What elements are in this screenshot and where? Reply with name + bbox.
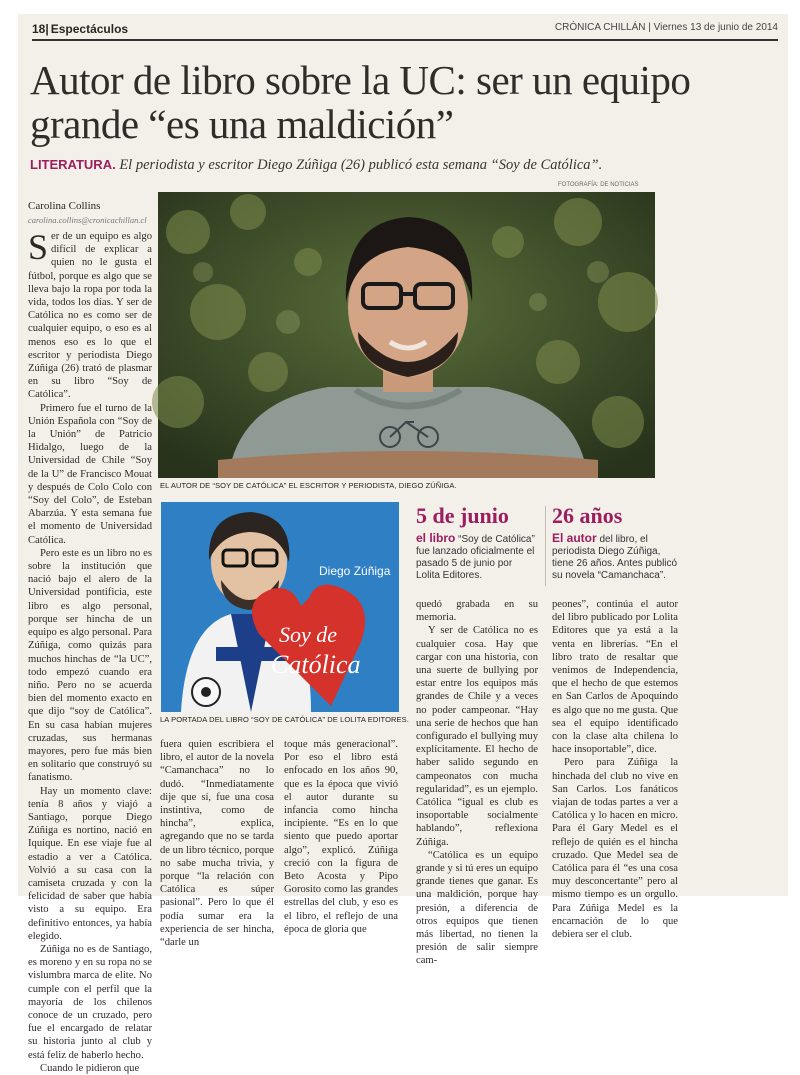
author-photo [158, 192, 655, 478]
newspaper-page [18, 14, 788, 1074]
paragraph: Pero este es un libro no es sobre la institución que nació bajo el alero de la Universidad pontificia, este libro es algo personal, porque ser hincha de un equipo es algo personal. Para Zúñiga, como quizás para muchos hinchas de “la UC”, todo empezó cuando era niño. Pero no se acuerda bien del momento exacto en que dijo “soy de Católica”. En su casa habían mujeres cruzadas, sus hermanas mayores, pero fue más bien en solitario que construyó su fanatismo. [28, 547, 152, 784]
paper-info: CRÓNICA CHILLÁN | Viernes 13 de junio de 2014 [554, 22, 778, 33]
article-column-1 [28, 227, 152, 1074]
header-rule [32, 39, 778, 41]
byline [28, 200, 158, 225]
page-number: 18 [32, 22, 46, 36]
paragraph: Zúñiga no es de Santiago, es moreno y en su ropa no se vislumbra marca de elite. No cumple con el perfil que la mayoría de los chilenos conoce de un cruzado, pero fue el encargado de relatar su historia junto al club y está feliz de haberlo hecho. [28, 943, 152, 1061]
paragraph: toque más generacional”. Por eso el libro está enfocado en los años 90, que es la época que vivió el autor durante su infancia como hincha incipiente. “Es en lo que siento que puedo aportar algo”, explicó. Zúñiga creció con la figura de Beto Acosta y Pipo Gorosito como las grandes estrellas del club, y eso es el libro, el reflejo de una época de gloria que [284, 739, 398, 935]
paragraph: peones”, continúa el autor del libro publicado por Lolita Editores que ya está a la venta en librerías. “En el libro trato de resaltar que venimos de Independencia, que el hecho de que estemos en San Carlos de Apoquindo es algo que no me gusta. Que sea el equipo identificado con la clase alta chilena lo hace insoportable”, dice. [552, 599, 678, 756]
column-divider [545, 506, 546, 586]
lede-text: El periodista y escritor Diego Zúñiga (26) publicó esta semana “Soy de Católica”. [115, 157, 603, 173]
book-cover-image [161, 502, 399, 712]
headline: Autor de libro sobre la UC: ser un equipo grande “es una maldición” [30, 57, 691, 147]
author-name: Carolina Collins [28, 200, 101, 212]
author-email: carolina.collins@cronicachillan.cl [28, 215, 147, 225]
paragraph: quedó grabada en su memoria. [416, 599, 538, 624]
lede-kicker: LITERATURA. [30, 157, 116, 172]
paragraph: Cuando le pidieron que [40, 1062, 140, 1074]
paragraph: fuera quien escribiera el libro, el autor de la novela “Camanchaca” no lo dudó. “Inmediatamente dije que sí, fue una cosa instintiva, como de hincha”, explica, agregando que no se tarda de un libro técnico, porque no sabe mucha trivia, y porque “la relación con Católica es súper pasional”. Pero lo que él podía sumar era la experiencia de ser hincha, “darle un [160, 739, 274, 949]
article-column-5 [552, 598, 678, 941]
cover-author-name: Diego Zúñiga [319, 564, 391, 578]
cover-title-line1: Soy de [279, 622, 338, 647]
paragraph: “Católica es un equipo grande y si tú eres un equipo grande tienes que ganar. Es una maldición, porque hay presión, a diferencia de otros equipos que tienen más libertad, no tienen la presión de salir siempre cam- [416, 849, 538, 967]
paragraph: Hay un momento clave: tenía 8 años y viajó a Santiago, porque Diego Zúñiga es nortino, nació en Iquique. En ese viaje fue al estadio a ver a Católica. Volvió a su casa con la camiseta cruzada y con la felicidad de saber que había visto a su equipo. Era definitivo entonces, ya había elegido. [28, 785, 152, 942]
cover-caption: LA PORTADA DEL LIBRO “SOY DE CATÓLICA” DE LOLITA EDITORES. [160, 715, 409, 724]
fact-headline: 5 de junio [416, 503, 509, 528]
fact-box-age [552, 504, 680, 582]
paragraph: Primero fue el turno de la Unión Española con “Soy de la Unión” de Patricio Hidalgo, luego de la Universidad de Chile “Soy de la U” de Francisco Mouat y después de Colo Colo con “Soy del Colo”, de Esteban Abarzúa. Y esta semana fue el momento de Universidad Católica. [28, 402, 152, 546]
fact-text: el libro “Soy de Católica” fue lanzado oficialmente el pasado 5 de junio por Lolita Editores. [416, 531, 535, 581]
article-column-2 [160, 738, 274, 949]
drop-cap: S [28, 227, 49, 267]
fact-text: El autor del libro, el periodista Diego Zúñiga, tiene 26 años. Antes publicó su novela “Camanchaca”. [552, 531, 678, 581]
fact-box-date [416, 504, 538, 582]
article-column-3 [284, 738, 398, 935]
photo-credit: FOTOGRAFÍA: DE NOTICIAS [558, 182, 639, 188]
paragraph: Y ser de Católica no es cualquier cosa. Hay que cargar con una historia, con una suerte de bullying por estar entre los equipos más grandes de Chile y a veces no poder campeonar. “Hay una serie de hechos que han configurado el bullying muy explícitamente. El hecho de haber salido segundo en campeonatos con mucha regularidad”, es un ejemplo. Católica “igual es club es insoportable socialmente hablando”, reflexiona Zúñiga. [416, 625, 538, 848]
paragraph: Ser de un equipo es algo difícil de explicar a quien no le gusta el fútbol, porque es algo que se lleva bajo la ropa por toda la vida, todos los días. Y ser de Católica no es como ser de cualquier equipo, o eso es al menos eso es lo que el escritor y periodista Diego Zúñiga (26) trató de plasmar en su libro “Soy de Católica”. [28, 227, 152, 401]
fact-headline: 26 años [552, 503, 623, 528]
article-column-4 [416, 598, 538, 967]
lede [30, 157, 780, 174]
section-name: Espectáculos [50, 22, 129, 36]
running-header: 18| Espectáculos CRÓNICA CHILLÁN | Viernes 13 de junio de 2014 [32, 22, 778, 36]
cover-title-line2: Católica [271, 650, 361, 679]
photo-caption: EL AUTOR DE “SOY DE CATÓLICA” EL ESCRITOR Y PERIODISTA, DIEGO ZÚÑIGA. [160, 481, 457, 490]
paragraph: Pero para Zúñiga la hinchada del club no vive en San Carlos. Los fanáticos viajan de todas partes a ver a Católica y lo hacen en micro. Para él Gary Medel es el reflejo de quién es el hincha cruzado. Que Medel sea de Católica para él “es una cosa muy desconcertante” pero al mismo tiempo es un orgullo. Para Zúñiga Medel es la encarnación de lo que debiera ser el club. [552, 757, 678, 941]
